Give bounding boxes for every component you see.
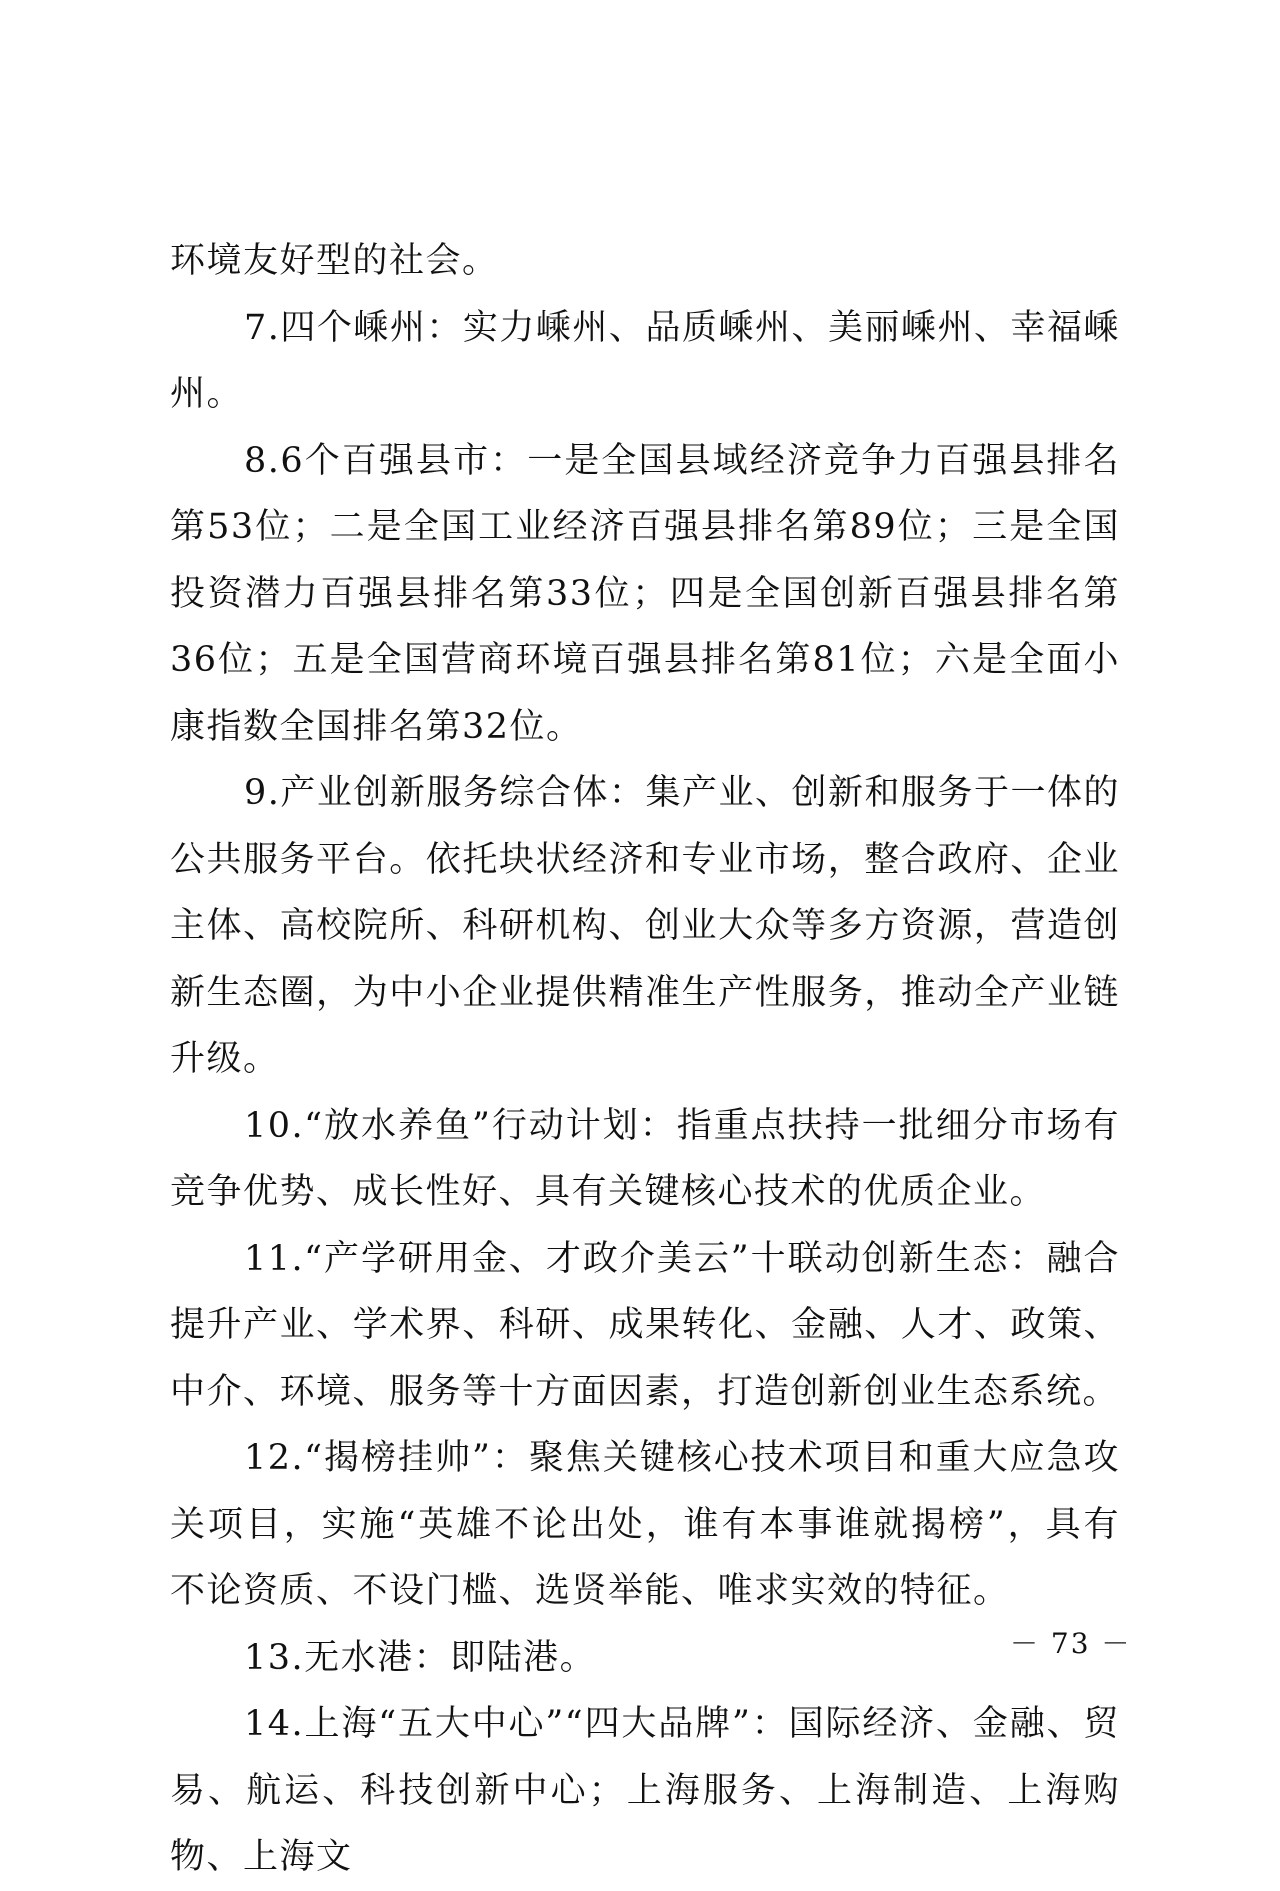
- paragraph-term: 10.“放水养鱼”行动计划：: [244, 1105, 677, 1146]
- paragraph-item-7: [170, 295, 1120, 428]
- paragraph-text: 聚焦关键核心技术项目和重大应急攻关项目，实施“英雄不论出处，谁有本事谁就揭榜”，具有不论资质、不设门槛、选贤举能、唯求实效的特征。: [170, 1438, 1120, 1611]
- paragraph-text: 实力嵊州、品质嵊州、美丽嵊州、幸福嵊州。: [170, 307, 1120, 414]
- paragraph-item-10: [170, 1093, 1120, 1226]
- paragraph-item-8: [170, 428, 1120, 761]
- body-text: [170, 228, 1120, 1891]
- paragraph-text: 指重点扶持一批细分市场有竞争优势、成长性好、具有关键核心技术的优质企业。: [170, 1105, 1120, 1212]
- paragraph-text: 集产业、创新和服务于一体的公共服务平台。依托块状经济和专业市场，整合政府、企业主体、高校院所、科研机构、创业大众等多方资源，营造创新生态圈，为中小企业提供精准生产性服务，推动全产业链升级。: [170, 773, 1120, 1079]
- paragraph-term: 12.“揭榜挂帅”：: [244, 1438, 529, 1478]
- paragraph-text: 即陆港。: [450, 1637, 597, 1678]
- paragraph-item-9: [170, 760, 1120, 1093]
- paragraph-term: 11.“产学研用金、才政介美云”十联动创新生态：: [244, 1238, 1047, 1279]
- paragraph-text: 环境友好型的社会。: [170, 241, 499, 281]
- paragraph-item-14: [170, 1691, 1120, 1891]
- paragraph-item-13: [170, 1625, 1120, 1692]
- paragraph-term: 7.四个嵊州：: [244, 307, 463, 348]
- paragraph-term: 14.上海“五大中心”“四大品牌”：: [244, 1704, 789, 1744]
- paragraph-text: 融合提升产业、学术界、科研、成果转化、金融、人才、政策、中介、环境、服务等十方面因素，打造创新创业生态系统。: [170, 1238, 1120, 1412]
- paragraph-term: 8.6个百强县市：: [244, 440, 528, 481]
- paragraph-term: 9.产业创新服务综合体：: [244, 773, 646, 813]
- paragraph-continuation: [170, 228, 1120, 295]
- paragraph-item-12: [170, 1425, 1120, 1625]
- paragraph-text: 国际经济、金融、贸易、航运、科技创新中心；上海服务、上海制造、上海购物、上海文: [170, 1704, 1120, 1877]
- paragraph-term: 13.无水港：: [244, 1637, 451, 1678]
- paragraph-item-11: [170, 1226, 1120, 1426]
- page-number: － 73 －: [1010, 1627, 1132, 1660]
- paragraph-text: 一是全国县域经济竞争力百强县排名第53位；二是全国工业经济百强县排名第89位；三是全国投资潜力百强县排名第33位；四是全国创新百强县排名第36位；五是全国营商环境百强县排名第81位；六是全面小康指数全国排名第32位。: [170, 440, 1120, 747]
